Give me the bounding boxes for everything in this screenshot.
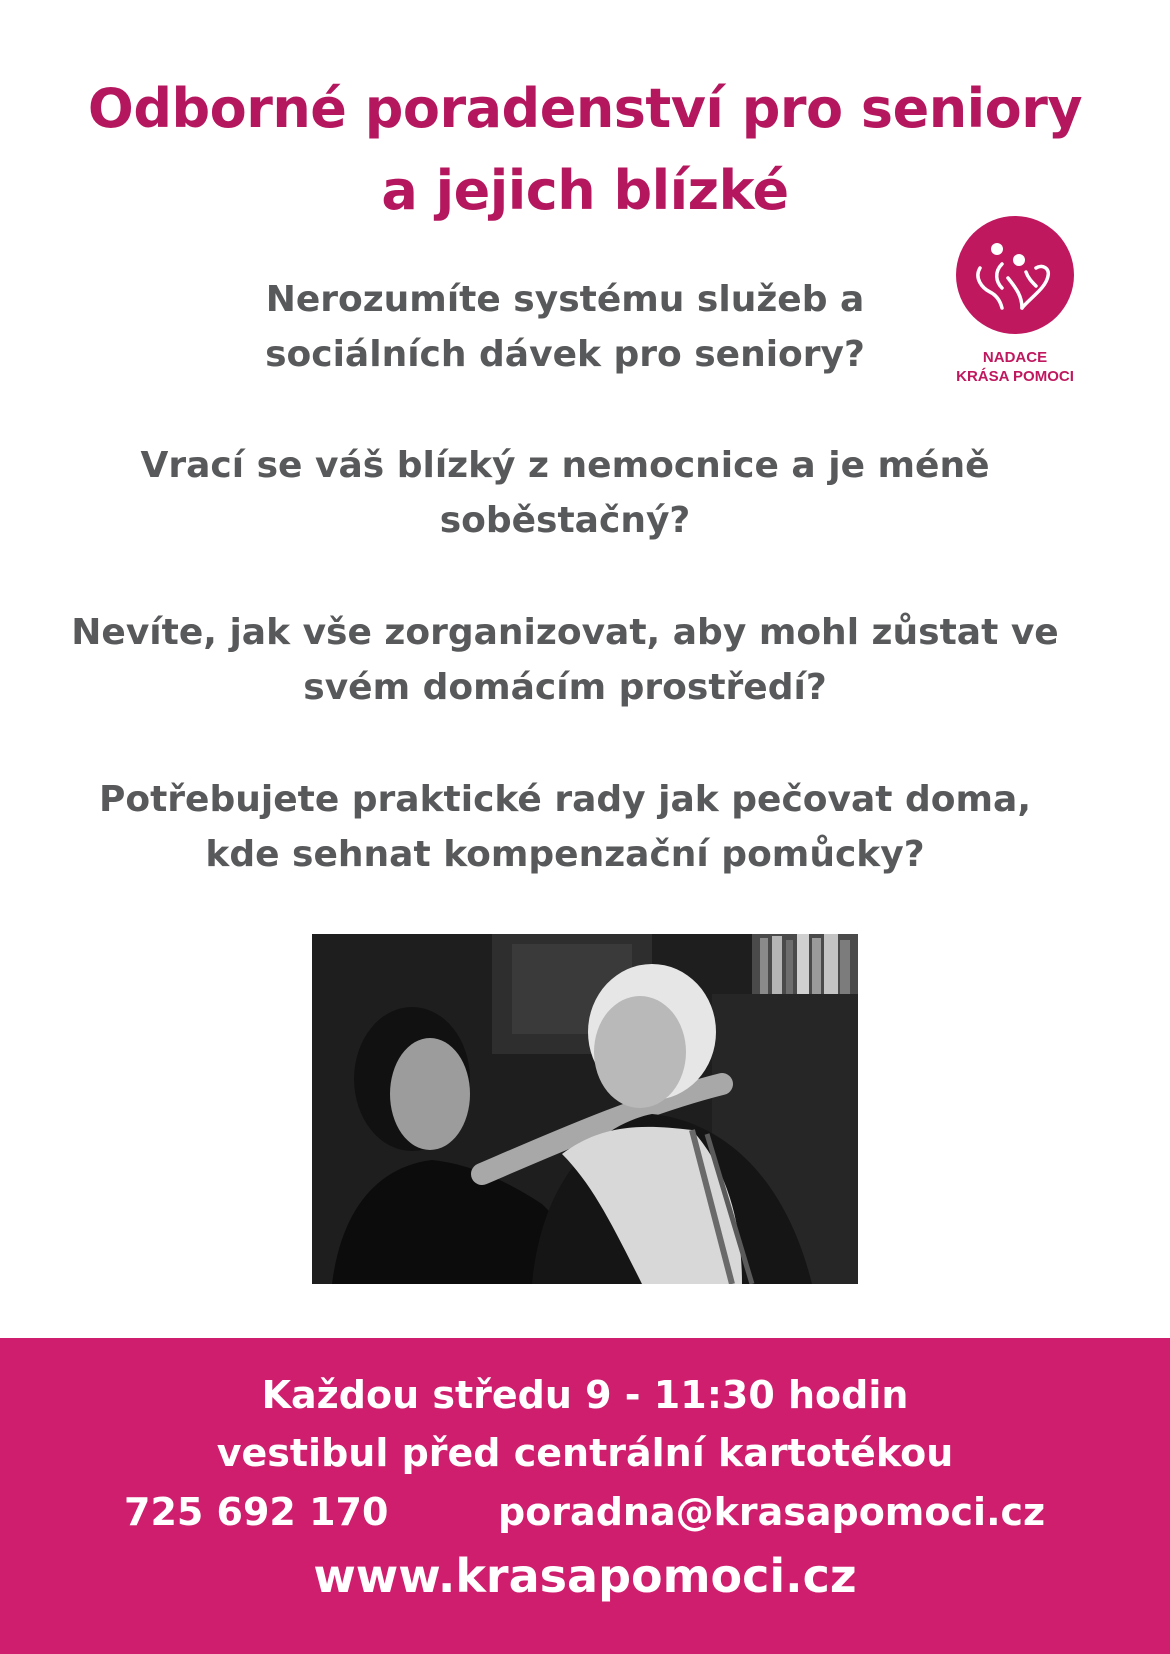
question-hospital: [60, 438, 1070, 548]
title-line-2: a jejich blízké: [381, 159, 789, 222]
logo-text: [940, 348, 1090, 386]
question-line: soběstačný?: [439, 500, 691, 541]
foundation-logo: [940, 216, 1090, 386]
hearts-figures-icon: [956, 216, 1074, 334]
question-line: Potřebujete praktické rady jak pečovat doma,: [98, 779, 1032, 820]
question-line: svém domácím prostředí?: [303, 667, 827, 708]
question-line: Nerozumíte systému služeb a: [265, 279, 865, 320]
question-line: kde sehnat kompenzační pomůcky?: [205, 834, 925, 875]
page-title: [0, 68, 1170, 232]
question-line: Vrací se váš blízký z nemocnice a je méně: [140, 445, 990, 486]
email-link[interactable]: poradna@krasapomoci.cz: [498, 1490, 1046, 1534]
contact-footer: [0, 1338, 1170, 1654]
logo-line-1: NADACE: [982, 349, 1048, 366]
location-text: vestibul před centrální kartotékou: [216, 1431, 954, 1475]
phone-number[interactable]: 725 692 170: [124, 1490, 389, 1534]
website-link[interactable]: www.krasapomoci.cz: [313, 1549, 857, 1603]
question-organize: [60, 605, 1070, 715]
schedule-text: Každou středu 9 - 11:30 hodin: [261, 1373, 909, 1417]
question-line: Nevíte, jak vše zorganizovat, aby mohl zůstat ve: [71, 612, 1059, 653]
logo-line-2: KRÁSA POMOCI: [956, 368, 1074, 385]
title-line-1: Odborné poradenství pro seniory: [87, 77, 1083, 140]
question-care-advice: [60, 772, 1070, 882]
caregiver-senior-photo: [312, 934, 858, 1284]
question-services: [190, 272, 940, 382]
question-line: sociálních dávek pro seniory?: [265, 334, 865, 375]
